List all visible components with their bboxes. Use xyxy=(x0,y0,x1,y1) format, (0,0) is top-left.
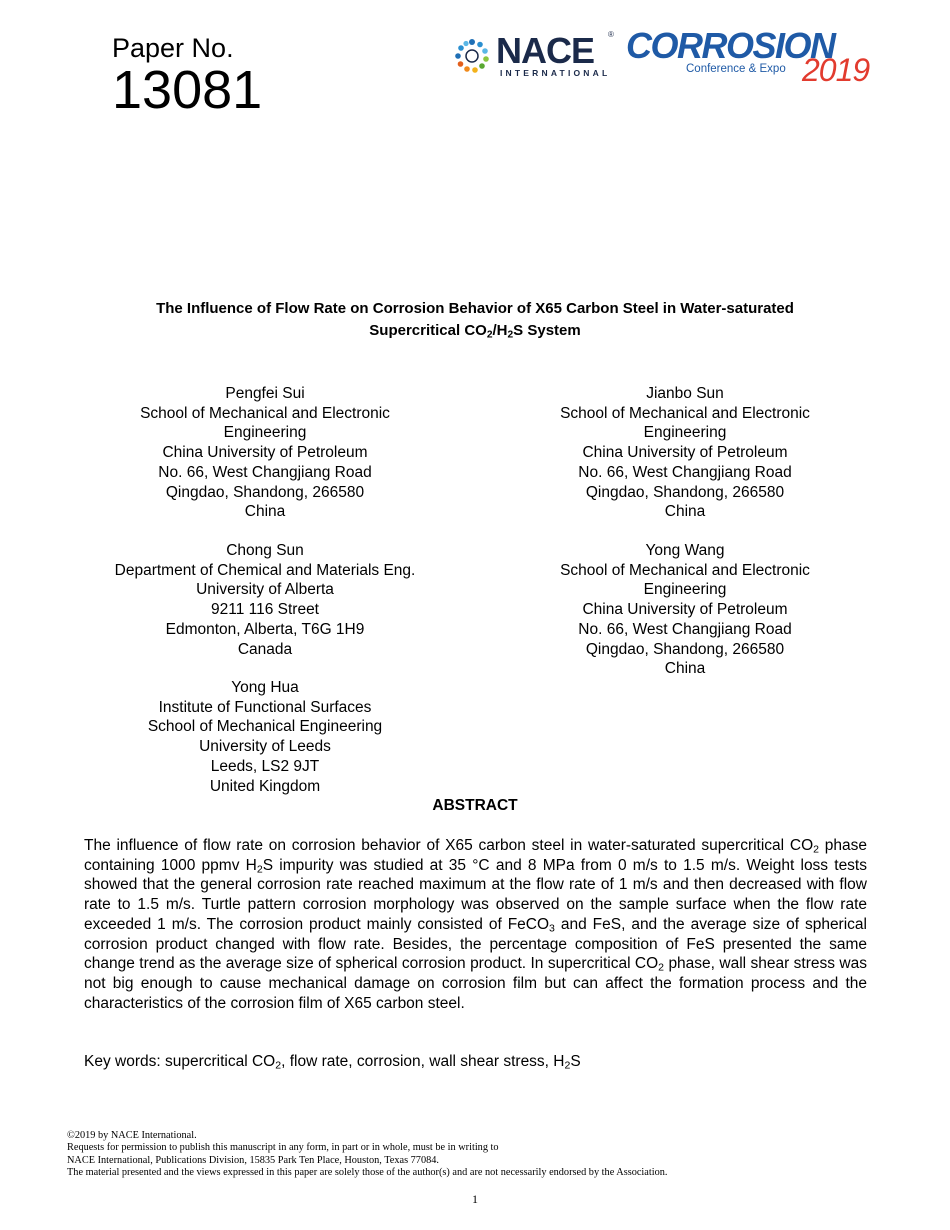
author-address: No. 66, West Changjiang Road xyxy=(578,463,792,481)
nace-logo-registered: ® xyxy=(608,30,614,39)
author-affiliation: China University of Petroleum xyxy=(582,601,788,619)
author-affiliation: University of Alberta xyxy=(196,581,334,599)
author-block xyxy=(485,541,885,679)
author-country: China xyxy=(244,503,286,521)
title-line-2: Supercritical $CO_2/H_2S$ System xyxy=(369,322,581,341)
author-affiliation: Engineering xyxy=(643,581,727,599)
author-affiliation: University of Leeds xyxy=(199,738,331,756)
author-name: Pengfei Sui xyxy=(225,385,305,402)
author-block xyxy=(65,678,465,796)
author-affiliation: School of Mechanical and Electronic xyxy=(560,561,810,579)
abstract-body: The influence of flow rate on corrosion behavior of X65 carbon steel in water-saturated supercritical $CO_2$ phase containing 1000 ppmv $H_2S$ impurity was studied at 35 °C and 8 MPa from 0 m/s to 1.5 m/s. Weight loss tests showed that the general corrosion rate reached maximum at the flow rate of 1 m/s and then decreased with flow rate to 1.5 m/s. Turtle pattern corrosion morphology was observed on the sample surface when the flow rate exceeded 1 m/s. The corrosion product mainly consisted of FeCO$_3$ and FeS, and the average size of spherical corrosion product changed with flow rate. Besides, the percentage composition of FeS presented the same change trend as the average size of spherical corrosion product. In supercritical $CO_2$ phase, wall shear stress was not big enough to cause mechanical damage on corrosion film but can affect the formation process and the characteristics of the corrosion film of X65 carbon steel. xyxy=(84,837,867,1012)
author-address: Qingdao, Shandong, 266580 xyxy=(585,483,785,501)
author-name: Chong Sun xyxy=(226,542,304,559)
footer-line: ©2019 by NACE International. xyxy=(67,1130,197,1141)
corrosion-logo-o: O xyxy=(726,25,753,66)
title-line-1: The Influence of Flow Rate on Corrosion Behavior of X65 Carbon Steel in Water-saturated xyxy=(156,300,794,317)
paper-number-label: Paper No. xyxy=(112,33,234,63)
copyright-footer xyxy=(67,1130,667,1180)
nace-gear-icon xyxy=(452,36,492,76)
author-address: 9211 116 Street xyxy=(210,601,319,619)
author-affiliation: Engineering xyxy=(643,424,727,442)
nace-logo-word: NACE xyxy=(496,30,595,71)
nace-logo-subtitle: INTERNATIONAL xyxy=(500,68,611,78)
abstract-heading: ABSTRACT xyxy=(432,797,518,814)
page-number: 1 xyxy=(472,1192,478,1206)
author-affiliation: Department of Chemical and Materials Eng. xyxy=(114,561,416,579)
author-affiliation: Institute of Functional Surfaces xyxy=(158,698,372,716)
author-affiliation: China University of Petroleum xyxy=(162,444,368,462)
footer-line: Requests for permission to publish this manuscript in any form, in part or in whole, must be in writing to xyxy=(67,1142,499,1154)
author-block xyxy=(65,384,465,522)
footer-line: NACE International, Publications Division, 15835 Park Ten Place, Houston, Texas 77084. xyxy=(67,1154,439,1166)
author-affiliation: Engineering xyxy=(223,424,307,442)
corrosion-logo-subtitle: Conference & Expo xyxy=(686,63,786,75)
author-affiliation: China University of Petroleum xyxy=(582,444,788,462)
author-affiliation: School of Mechanical and Electronic xyxy=(140,404,390,422)
author-address: Leeds, LS2 9JT xyxy=(210,757,320,775)
author-country: United Kingdom xyxy=(209,777,321,795)
author-name: Yong Hua xyxy=(231,679,299,696)
author-address: Qingdao, Shandong, 266580 xyxy=(165,483,365,501)
author-address: No. 66, West Changjiang Road xyxy=(578,620,792,638)
nace-logo xyxy=(452,32,617,82)
keywords: Key words: supercritical $CO_2$, flow rate, corrosion, wall shear stress, $H_2S$ xyxy=(84,1053,581,1072)
author-block xyxy=(65,541,465,659)
paper-number: 13081 xyxy=(112,60,263,120)
author-country: China xyxy=(664,503,706,521)
author-affiliation: School of Mechanical Engineering xyxy=(147,718,383,736)
corrosion-logo-word: CORROSION xyxy=(626,25,835,66)
author-address: No. 66, West Changjiang Road xyxy=(158,463,372,481)
paper-title xyxy=(60,298,890,342)
corrosion-logo-year: 2019 xyxy=(802,52,870,88)
author-country: China xyxy=(664,660,706,678)
footer-line: The material presented and the views expressed in this paper are solely those of the author(s) and are not necessarily endorsed by the Association. xyxy=(67,1167,668,1179)
author-address: Edmonton, Alberta, T6G 1H9 xyxy=(165,620,365,638)
author-affiliation: School of Mechanical and Electronic xyxy=(560,404,810,422)
author-block xyxy=(485,384,885,522)
corrosion-2019-logo xyxy=(626,26,886,86)
author-name: Jianbo Sun xyxy=(646,385,724,402)
author-country: Canada xyxy=(237,640,293,658)
author-name: Yong Wang xyxy=(645,542,725,559)
author-address: Qingdao, Shandong, 266580 xyxy=(585,640,785,658)
